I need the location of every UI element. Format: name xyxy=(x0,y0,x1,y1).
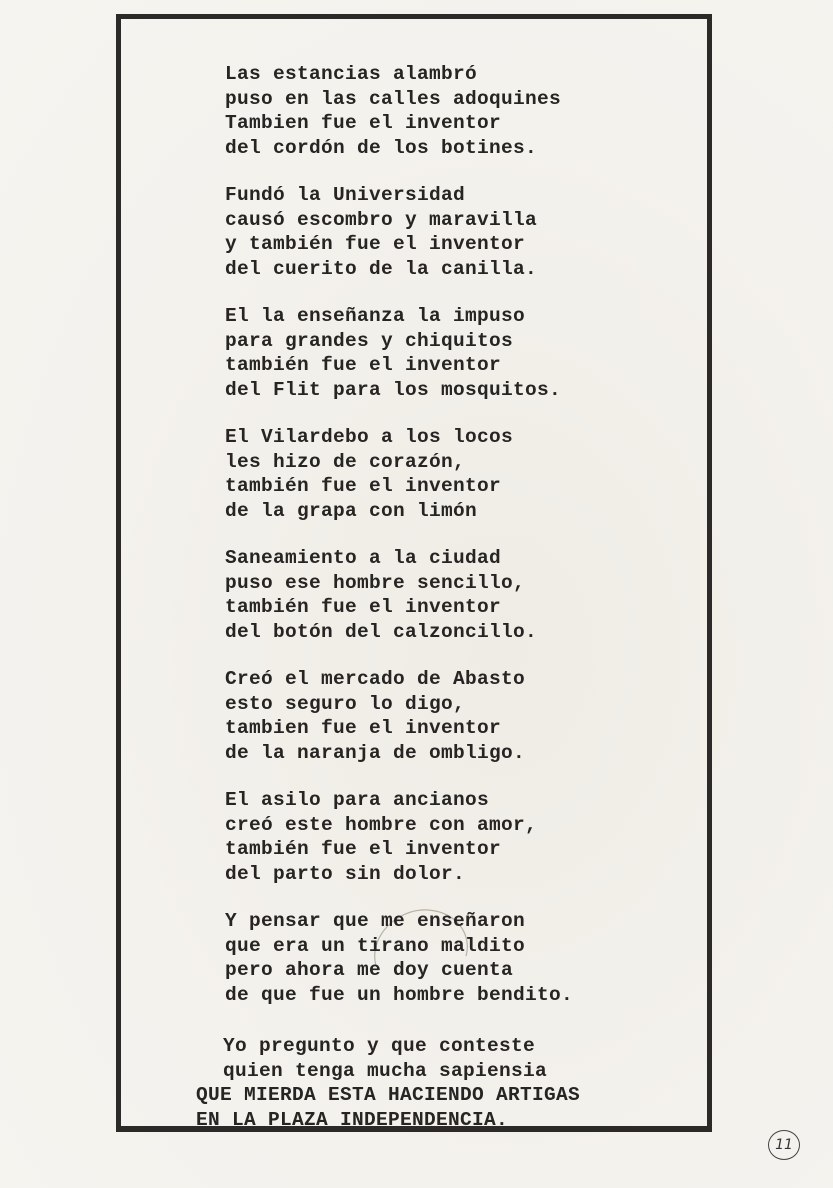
poem-body xyxy=(225,62,695,1030)
poem-line: de la naranja de ombligo. xyxy=(225,741,526,764)
poem-line: causó escombro y maravilla xyxy=(225,208,538,231)
closing-stanza xyxy=(196,1034,696,1132)
poem-line: también fue el inventor xyxy=(225,475,502,497)
poem-line: Saneamiento a la ciudad xyxy=(225,547,502,569)
poem-line: de la grapa con limón xyxy=(225,499,478,522)
stanza xyxy=(225,788,695,886)
poem-line: Creó el mercado de Abasto xyxy=(225,668,526,690)
poem-line: pero ahora me doy cuenta xyxy=(225,959,514,981)
poem-line: Y pensar que me enseñaron xyxy=(225,910,526,932)
poem-line: de que fue un hombre bendito. xyxy=(225,983,574,1006)
stanza xyxy=(225,183,695,281)
poem-line: también fue el inventor xyxy=(225,596,502,618)
poem-line: El asilo para ancianos xyxy=(225,789,490,811)
poem-line: también fue el inventor xyxy=(225,354,502,376)
poem-line: Tambien fue el inventor xyxy=(225,112,502,134)
stanza xyxy=(225,62,695,160)
poem-line: Yo pregunto y que conteste xyxy=(223,1035,536,1057)
poem-line-caps: EN LA PLAZA INDEPENDENCIA. xyxy=(196,1108,509,1131)
poem-line: El Vilardebo a los locos xyxy=(225,426,514,448)
poem-line: también fue el inventor xyxy=(225,838,502,860)
poem-line-caps: QUE MIERDA ESTA HACIENDO ARTIGAS xyxy=(196,1084,581,1106)
poem-line: puso en las calles adoquines xyxy=(225,87,562,110)
stanza xyxy=(225,667,695,765)
poem-line: del Flit para los mosquitos. xyxy=(225,378,562,401)
poem-line: quien tenga mucha sapiensia xyxy=(223,1059,548,1082)
stanza xyxy=(225,546,695,644)
poem-line: que era un tirano maldito xyxy=(225,934,526,957)
stanza xyxy=(225,425,695,523)
poem-line: Las estancias alambró xyxy=(225,63,478,85)
poem-line: del parto sin dolor. xyxy=(225,862,466,885)
poem-line: puso ese hombre sencillo, xyxy=(225,571,526,594)
poem-line: del botón del calzoncillo. xyxy=(225,620,538,643)
poem-line: para grandes y chiquitos xyxy=(225,329,514,352)
poem-line: del cordón de los botines. xyxy=(225,136,538,159)
page-number: 11 xyxy=(768,1130,800,1160)
poem-line: les hizo de corazón, xyxy=(225,450,466,473)
stanza xyxy=(225,909,695,1007)
poem-line: del cuerito de la canilla. xyxy=(225,257,538,280)
poem-line: El la enseñanza la impuso xyxy=(225,305,526,327)
stanza xyxy=(225,304,695,402)
poem-line: esto seguro lo digo, xyxy=(225,692,466,715)
poem-line: Fundó la Universidad xyxy=(225,184,466,206)
poem-line: tambien fue el inventor xyxy=(225,717,502,739)
poem-line: y también fue el inventor xyxy=(225,233,526,255)
poem-line: creó este hombre con amor, xyxy=(225,813,538,836)
